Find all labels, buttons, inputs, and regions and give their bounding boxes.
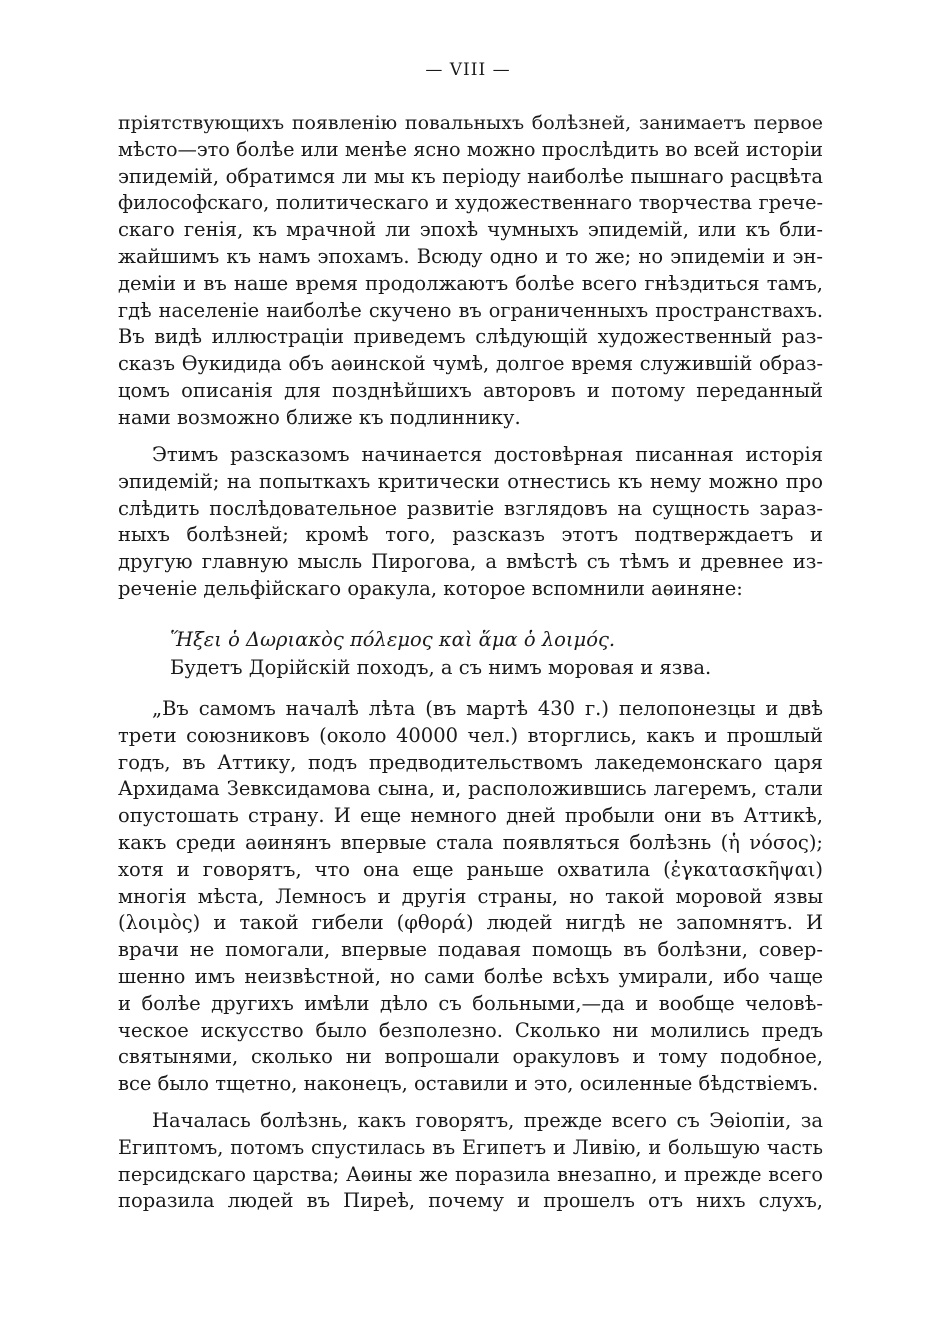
text-line: реченіе дельфійскаго оракула, которое вспомнили аѳиняне: bbox=[118, 576, 743, 600]
text-line: Этимъ разсказомъ начинается достовѣрная писанная исторія bbox=[152, 443, 823, 466]
text-line: пріятствующихъ появленію повальныхъ болѣзней, занимаетъ первое bbox=[118, 112, 823, 134]
epigraph bbox=[170, 626, 810, 682]
paragraph-2 bbox=[118, 442, 823, 603]
text-line: персидскаго царства; Аѳины же поразила внезапно, и прежде всего bbox=[118, 1162, 823, 1186]
paragraph-3 bbox=[118, 696, 823, 1098]
text-line: ныхъ болѣзней; кромѣ того, разсказъ этотъ подтверждаетъ и bbox=[118, 523, 823, 547]
text-line: Въ видѣ иллюстраціи приведемъ слѣдующій художественный раз- bbox=[118, 325, 823, 349]
paragraph-1 bbox=[118, 110, 823, 432]
text-line: многія мѣста, Лемносъ и другія страны, но такой моровой язвы bbox=[118, 884, 823, 908]
text-line: годъ, въ Аттику, подъ предводительствомъ лакедемонскаго царя bbox=[118, 750, 823, 774]
text-line: сказъ Өукидида объ аѳинской чумѣ, долгое время служившій образ- bbox=[118, 352, 823, 376]
text-line: Архидама Зевксидамова сына, и, расположившись лагеремъ, стали bbox=[118, 777, 823, 801]
text-line: философскаго, политическаго и художественнаго творчества грече- bbox=[118, 191, 823, 215]
text-line: Египтомъ, потомъ спустилась въ Египетъ и Ливію, и большую часть bbox=[118, 1135, 823, 1159]
text-line: мѣсто—это болѣе или менѣе ясно можно прослѣдить во всей исторіи bbox=[118, 137, 823, 161]
text-line: эпидемій, обратимся ли мы къ періоду наиболѣе пышнаго расцвѣта bbox=[118, 164, 823, 188]
text-line: жайшимъ къ намъ эпохамъ. Всюду одно и то же; но эпидеміи и эн- bbox=[118, 244, 823, 268]
text-line: какъ среди аѳинянъ впервые стала появляться болѣзнь (ἡ νόσος); bbox=[118, 830, 823, 854]
text-line: врачи не помогали, впервые подавая помощь въ болѣзни, совер- bbox=[118, 938, 823, 962]
page-number: — VIII — bbox=[425, 60, 511, 80]
epigraph-greek: Ἥξει ὁ Δωριακὸς πόλεμος καὶ ἅμα ὁ λοιμός. bbox=[170, 628, 616, 651]
text-line: поразила людей въ Пиреѣ, почему и прошелъ отъ нихъ слухъ, bbox=[118, 1189, 823, 1213]
text-line: (λοιμὸς) и такой гибели (φθορά) людей нигдѣ не запомнятъ. И bbox=[118, 911, 823, 935]
text-line: шенно имъ неизвѣстной, но сами болѣе всѣхъ умирали, ибо чаще bbox=[118, 964, 823, 988]
text-line: нами возможно ближе къ подлиннику. bbox=[118, 405, 521, 429]
text-line: гдѣ населеніе наиболѣе скучено въ ограниченныхъ пространствахъ. bbox=[118, 298, 823, 322]
text-line: трети союзниковъ (около 40000 чел.) вторглись, какъ и прошлый bbox=[118, 723, 823, 747]
text-line: все было тщетно, наконецъ, оставили и это, осиленные бѣдствіемъ. bbox=[118, 1072, 819, 1096]
text-line: скаго генія, къ мрачной ли эпохѣ чумныхъ эпидемій, или къ бли- bbox=[118, 218, 823, 242]
text-line: эпидемій; на попыткахъ критически отнестись къ нему можно про bbox=[118, 469, 823, 493]
text-line: цомъ описанія для позднѣйшихъ авторовъ и потому переданный bbox=[118, 378, 823, 402]
epigraph-translation: Будетъ Дорійскій походъ, а съ нимъ моровая и язва. bbox=[170, 656, 712, 679]
text-line: хотя и говорятъ, что она еще раньше охватила (ἐγκατασκῆψαι) bbox=[118, 857, 823, 881]
text-line: „Въ самомъ началѣ лѣта (въ мартѣ 430 г.) пелопонезцы и двѣ bbox=[152, 697, 823, 720]
text-line: и болѣе другихъ имѣли дѣло съ больными,—да и вообще человѣ- bbox=[118, 991, 823, 1015]
text-line: другую главную мысль Пирогова, а вмѣстѣ съ тѣмъ и древнее из- bbox=[118, 550, 823, 574]
text-line: деміи и въ наше время продолжаютъ болѣе всего гнѣздиться тамъ, bbox=[118, 271, 823, 295]
text-line: Началась болѣзнь, какъ говорятъ, прежде всего съ Эѳіопіи, за bbox=[152, 1109, 823, 1132]
text-line: слѣдить послѣдовательное развитіе взглядовъ на сущность зараз- bbox=[118, 496, 823, 520]
paragraph-4 bbox=[118, 1108, 823, 1215]
text-line: святынями, сколько ни вопрошали оракуловъ и тому подобное, bbox=[118, 1045, 823, 1069]
text-line: опустошать страну. И еще немного дней пробыли они въ Аттикѣ, bbox=[118, 804, 823, 828]
text-line: ческое искусство было безполезно. Сколько ни молились предъ bbox=[118, 1018, 823, 1042]
